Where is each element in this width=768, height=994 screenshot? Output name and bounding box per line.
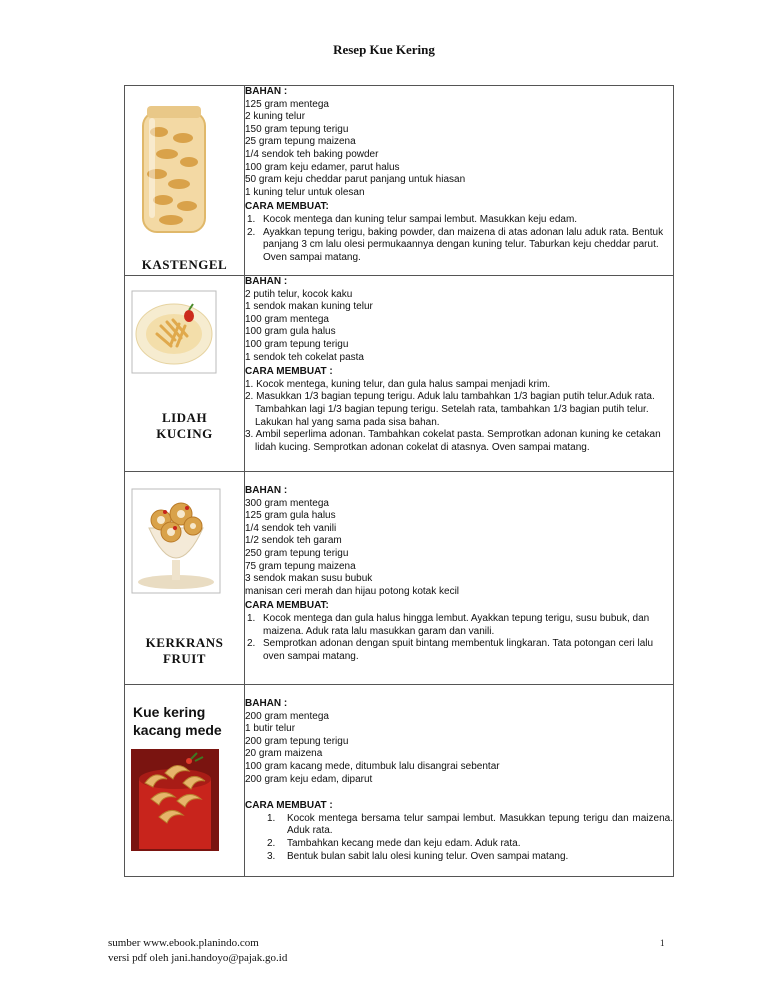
- step-item: [245, 813, 673, 838]
- ingredient-item: 125 gram mentega: [245, 98, 329, 110]
- recipe-image-cell: [125, 276, 245, 472]
- recipe-row-kastengel: [125, 86, 674, 276]
- ingredient-item: 200 gram tepung terigu: [245, 735, 349, 747]
- ingredient-item: 20 gram maizena: [245, 748, 323, 760]
- ingredient-item: 1 sendok teh cokelat pasta: [245, 351, 364, 363]
- step-text: Kocok mentega dan gula halus hingga lembut. Ayakkan tepung terigu, susu bubuk, dan maizena. Aduk rata lalu masukkan garam dan vanili.: [263, 612, 650, 637]
- cara-heading: CARA MEMBUAT :: [245, 366, 333, 378]
- ingredient-item: manisan ceri merah dan hijau potong kotak kecil: [245, 585, 460, 597]
- step-number: 2.: [247, 638, 256, 650]
- footer-line: versi pdf oleh jani.handoyo@pajak.go.id: [108, 952, 288, 964]
- bahan-heading: BAHAN :: [245, 698, 288, 709]
- step-item: [245, 214, 673, 227]
- step-item: [245, 613, 673, 638]
- ingredient-item: 100 gram mentega: [245, 313, 329, 325]
- dish-name-kastengel: KASTENGEL: [141, 257, 228, 272]
- step-item: [245, 638, 673, 663]
- bahan-heading: BAHAN :: [245, 86, 288, 97]
- step-item: 1. Kocok mentega, kuning telur, dan gula halus sampai menjadi krim.: [245, 378, 551, 390]
- step-number: 1.: [247, 213, 256, 225]
- cara-heading: CARA MEMBUAT:: [245, 600, 329, 612]
- step-text: Ayakkan tepung terigu, baking powder, dan maizena di atas adonan lalu aduk rata. Bentuk panjang 3 cm lalu olesi permukaannya dengan kuning telur. Taburkan keju cheddar parut. Oven sampai matang.: [263, 226, 664, 263]
- dish-name-kerkrans-fruit: [125, 635, 244, 667]
- step-text: Kocok mentega bersama telur sampai lembut. Masukkan tepung terigu dan maizena. Aduk rata.: [287, 812, 673, 837]
- ingredient-item: 200 gram keju edam, diparut: [245, 773, 373, 785]
- step-text: Bentuk bulan sabit lalu olesi kuning telur. Oven sampai matang.: [287, 850, 569, 862]
- ingredient-item: 100 gram tepung terigu: [245, 338, 349, 350]
- ingredient-item: 250 gram tepung terigu: [245, 547, 349, 559]
- recipe-row-kacang-mede: [125, 685, 674, 877]
- dish-name-line: kacang mede: [133, 722, 222, 738]
- ingredient-item: 50 gram keju cheddar parut panjang untuk hiasan: [245, 174, 466, 186]
- page-title: Resep Kue Kering: [333, 42, 435, 57]
- cara-heading: CARA MEMBUAT:: [245, 201, 329, 213]
- recipe-row-kerkrans-fruit: [125, 472, 674, 685]
- step-text: Semprotkan adonan dengan spuit bintang membentuk lingkaran. Tata potongan ceri lalu oven sampai matang.: [263, 638, 654, 662]
- step-text: Kocok mentega dan kuning telur sampai lembut. Masukkan keju edam.: [263, 213, 578, 225]
- ingredient-item: 1/4 sendok teh vanili: [245, 522, 337, 534]
- ingredient-item: 125 gram gula halus: [245, 510, 336, 522]
- ingredient-item: 1/4 sendok teh baking powder: [245, 148, 379, 160]
- dish-name-line: Kue kering: [133, 704, 206, 720]
- ingredient-item: 150 gram tepung terigu: [245, 123, 349, 135]
- recipe-content-kerkrans-fruit: [245, 472, 674, 685]
- lidah-kucing-plate-photo: [131, 290, 217, 374]
- recipe-row-lidah-kucing: [125, 276, 674, 472]
- step-item: [245, 838, 673, 851]
- step-item: [245, 851, 673, 864]
- bahan-heading: BAHAN :: [245, 276, 288, 287]
- ingredient-item: 300 gram mentega: [245, 497, 329, 509]
- step-number: 2.: [247, 226, 256, 238]
- ingredient-item: 1/2 sendok teh garam: [245, 535, 342, 547]
- dish-name-line: LIDAH: [161, 410, 208, 425]
- recipe-image-cell: [125, 685, 245, 877]
- kacang-mede-tin-photo: [131, 749, 219, 851]
- ingredient-item: 200 gram mentega: [245, 710, 329, 722]
- recipe-content-lidah-kucing: [245, 276, 674, 472]
- cara-heading: CARA MEMBUAT :: [245, 800, 333, 812]
- step-number: 2.: [267, 837, 276, 849]
- ingredient-item: 75 gram tepung maizena: [245, 560, 356, 572]
- cookie-jar-photo: [139, 102, 209, 236]
- ingredient-item: 100 gram kacang mede, ditumbuk lalu disangrai sebentar: [245, 760, 500, 772]
- step-number: 1.: [267, 812, 276, 824]
- ingredient-item: 1 butir telur: [245, 723, 296, 735]
- ingredient-item: 2 putih telur, kocok kaku: [245, 288, 353, 300]
- dish-name-lidah-kucing: [125, 410, 244, 442]
- dish-name-line: KERKRANS: [145, 635, 224, 650]
- page-number: 1: [660, 938, 665, 948]
- dish-name-line: KUCING: [156, 426, 213, 441]
- ingredient-item: 1 sendok makan kuning telur: [245, 301, 373, 313]
- ingredient-item: 1 kuning telur untuk olesan: [245, 186, 365, 198]
- dish-name-kacang-mede: [133, 703, 222, 739]
- step-item: 3. Ambil seperlima adonan. Tambahkan cokelat pasta. Semprotkan adonan kuning ke cetakan lidah kucing. Semprotkan adonan cokelat di atasnya. Oven sampai matang.: [245, 429, 661, 453]
- ingredient-item: 100 gram gula halus: [245, 326, 336, 338]
- ingredient-item: 100 gram keju edamer, parut halus: [245, 161, 400, 173]
- kerkrans-glass-photo: [131, 488, 221, 594]
- recipe-image-cell: [125, 86, 245, 276]
- bahan-heading: BAHAN :: [245, 485, 288, 496]
- step-number: 1.: [247, 612, 256, 624]
- spacer: [245, 786, 673, 800]
- recipe-content-kacang-mede: [245, 685, 674, 877]
- footer-source: [108, 936, 287, 966]
- ingredient-item: 2 kuning telur: [245, 111, 306, 123]
- step-item: 2. Masukkan 1/3 bagian tepung terigu. Aduk lalu tambahkan 1/3 bagian putih telur.Aduk rata. Tambahkan lagi 1/3 bagian tepung terigu. Setelah rata, tambahkan 1/3 bagian putih telur. Lakukan hal yang sama pada sisa bahan.: [245, 391, 655, 428]
- dish-name-line: FRUIT: [163, 651, 206, 666]
- step-text: Tambahkan kecang mede dan keju edam. Aduk rata.: [287, 837, 521, 849]
- recipe-table: [124, 85, 674, 877]
- step-item: [245, 227, 673, 265]
- ingredient-item: 3 sendok makan susu bubuk: [245, 573, 373, 585]
- step-number: 3.: [267, 850, 276, 862]
- recipe-image-cell: [125, 472, 245, 685]
- ingredient-item: 25 gram tepung maizena: [245, 136, 356, 148]
- footer-line: sumber www.ebook.planindo.com: [108, 937, 259, 949]
- recipe-content-kastengel: [245, 86, 674, 276]
